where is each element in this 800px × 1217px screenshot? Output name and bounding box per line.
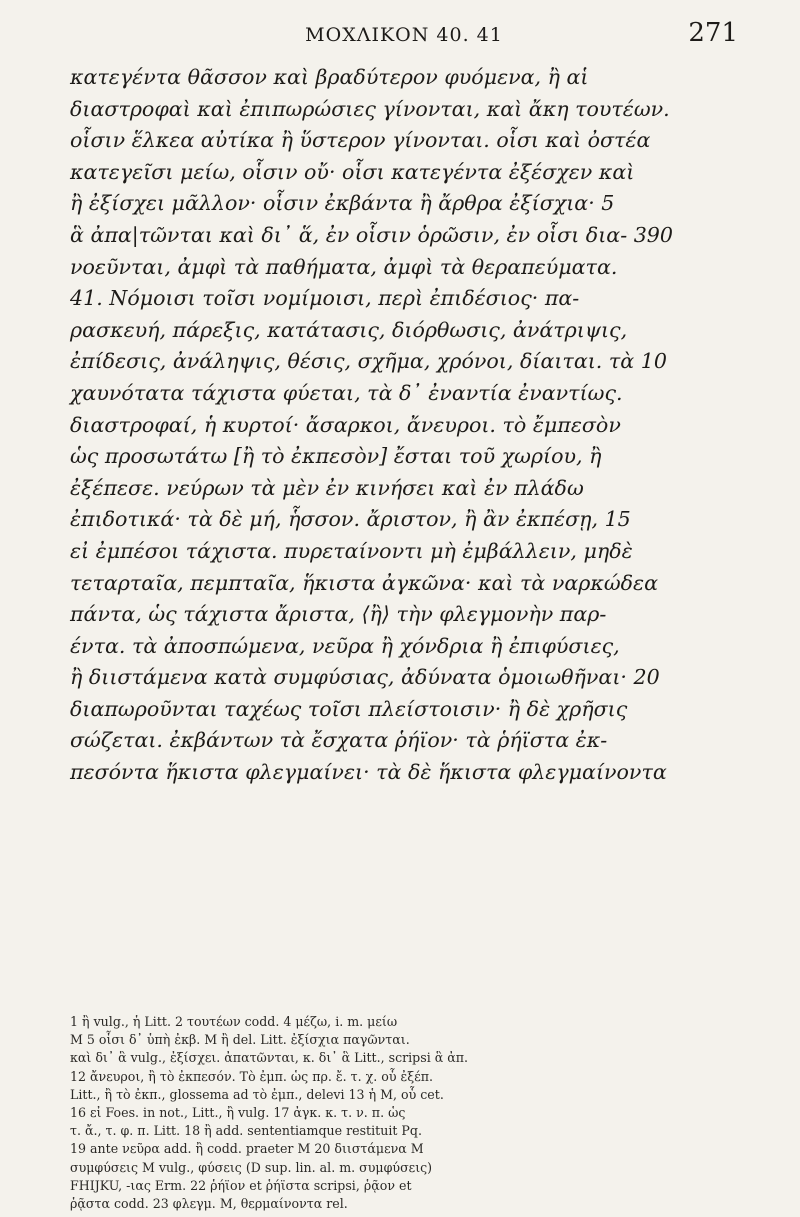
apparatus-line: 16 εἰ Foes. in not., Litt., ἢ vulg. 17 ἀγκ. κ. τ. ν. π. ὡς: [70, 1104, 406, 1120]
text-line: [70, 473, 742, 505]
main-text: [70, 62, 742, 789]
apparatus-line: FHIJKU, -ιας Erm. 22 ῥήϊον et ῥήϊστα scripsi, ῥᾷον et: [70, 1177, 412, 1193]
text-line: [70, 599, 742, 631]
text-line-content: ἐξέπεσε. νεύρων τὰ μὲν ἐν κινήσει καὶ ἐν πλάδω: [70, 475, 584, 500]
text-line: [70, 283, 742, 315]
text-line-content: ἃ ἀπα|τῶνται καὶ δι᾽ ἅ, ἐν οἷσιν ὁρῶσιν, ἐν οἷσι δια- 390: [70, 222, 674, 247]
apparatus-line: 1 ἢ vulg., ἡ Litt. 2 τουτέων codd. 4 μέζω, i. m. μείω: [70, 1014, 398, 1029]
text-line-content: διαπωροῦνται ταχέως τοῖσι πλείστοισιν· ἢ δὲ χρῆσις: [70, 696, 628, 721]
text-line-content: διαστροφαί, ἡ κυρτοί· ἄσαρκοι, ἄνευροι. τὸ ἔμπεσὸν: [70, 412, 621, 437]
text-line: [70, 378, 742, 410]
text-line: [70, 125, 742, 157]
text-line-content: πεσόντα ἥκιστα φλεγμαίνει· τὰ δὲ ἥκιστα φλεγμαίνοντα: [70, 760, 667, 785]
text-line-content: έντα. τὰ ἀποσπώμενα, νεῦρα ἢ χόνδρια ἢ ἐπιφύσιες,: [70, 633, 620, 658]
text-line-content: σώζεται. ἐκβάντων τὰ ἔσχατα ῥήϊον· τὰ ῥήϊστα ἐκ-: [70, 728, 608, 753]
text-line: [70, 536, 742, 568]
text-line: [70, 315, 742, 347]
text-line: [70, 157, 742, 189]
text-line-content: κατεγεῖσι μείω, οἷσιν οὔ· οἷσι κατεγέντα ἐξέσχεν καὶ: [70, 159, 635, 184]
apparatus-line: 19 ante νεῦρα add. ἢ codd. praeter M 20 διιστάμενα M: [70, 1141, 424, 1157]
text-line: [70, 568, 742, 600]
text-line-content: ὡς προσωτάτω [ἢ τὸ ἐκπεσὸν] ἔσται τοῦ χωρίου, ἢ: [70, 444, 602, 469]
text-line: [70, 757, 742, 789]
apparatus-line: τ. ἄ., τ. φ. π. Litt. 18 ἢ add. sententiamque restituit Pq.: [70, 1123, 422, 1139]
running-title: ΜΟΧΛΙΚΟΝ 40. 41: [305, 24, 503, 46]
apparatus-line: M 5 οἷσι δ᾽ ὑπὴ ἐκβ. M ἢ del. Litt. ἐξίσχια παγῶνται.: [70, 1032, 410, 1048]
page-header: [70, 18, 738, 52]
text-line-content: 41. Νόμοισι τοῖσι νομίμοισι, περὶ ἐπιδέσιος· πα-: [70, 286, 580, 311]
apparatus-line: 12 ἄνευροι, ἢ τὸ ἐκπεσόν. Τὸ ἐμπ. ὡς πρ. ἔ. τ. χ. οὗ ἐξέπ.: [70, 1068, 434, 1084]
text-line: [70, 188, 742, 220]
text-line-content: εἰ ἐμπέσοι τάχιστα. πυρεταίνοντι μὴ ἐμβάλλειν, μηδὲ: [70, 538, 633, 563]
critical-apparatus: [70, 1013, 742, 1213]
apparatus-line: καὶ δι᾽ ἃ vulg., ἐξίσχει. ἀπατῶνται, κ. δι᾽ ἃ Litt., scripsi ἃ ἀπ.: [70, 1050, 469, 1066]
text-line-content: ἐπίδεσις, ἀνάληψις, θέσις, σχῆμα, χρόνοι, δίαιται. τὰ 10: [70, 349, 667, 374]
text-line-content: κατεγέντα θᾶσσον καὶ βραδύτερον φυόμενα, ἢ αἱ: [70, 65, 589, 89]
text-line: [70, 94, 742, 126]
text-line: [70, 346, 742, 378]
text-line-content: ἢ ἐξίσχει μᾶλλον· οἷσιν ἐκβάντα ἢ ἄρθρα ἐξίσχια· 5: [70, 191, 615, 216]
text-line-content: οἷσιν ἕλκεα αὐτίκα ἢ ὕστερον γίνονται. οἷσι καὶ ὀστέα: [70, 128, 651, 153]
text-line: [70, 631, 742, 663]
text-line: [70, 252, 742, 284]
text-line-content: πάντα, ὡς τάχιστα ἄριστα, ⟨ἢ⟩ τὴν φλεγμονὴν παρ-: [70, 602, 607, 627]
text-line-content: διαστροφαὶ καὶ ἐπιπωρώσιες γίνονται, καὶ ἄκη τουτέων.: [70, 96, 670, 121]
apparatus-line: Litt., ἢ τὸ ἐκπ., glossema ad τὸ ἐμπ., delevi 13 ἡ M, οὗ cet.: [70, 1086, 444, 1102]
text-line: [70, 441, 742, 473]
text-line: [70, 410, 742, 442]
text-line: [70, 662, 742, 694]
text-line: [70, 62, 742, 94]
text-line-content: τεταρταῖα, πεμπταῖα, ἥκιστα ἀγκῶνα· καὶ τὰ ναρκώδεα: [70, 570, 659, 595]
text-line-content: ἐπιδοτικά· τὰ δὲ μή, ἧσσον. ἄριστον, ἢ ἂν ἐκπέσῃ, 15: [70, 507, 631, 532]
text-line: [70, 725, 742, 757]
text-line-content: χαυνότατα τάχιστα φύεται, τὰ δ᾽ ἐναντία ἐναντίως.: [70, 380, 623, 405]
text-line: [70, 220, 742, 252]
text-line: [70, 694, 742, 726]
text-line: [70, 504, 742, 536]
text-line-content: νοεῦνται, ἀμφὶ τὰ παθήματα, ἀμφὶ τὰ θεραπεύματα.: [70, 254, 618, 279]
page-number: 271: [688, 18, 738, 48]
text-line-content: ρασκευή, πάρεξις, κατάτασις, διόρθωσις, ἀνάτριψις,: [70, 317, 628, 342]
apparatus-line: ῥᾷστα codd. 23 φλεγμ. M, θερμαίνοντα rel.: [70, 1195, 348, 1211]
apparatus-line: συμφύσεις M vulg., φύσεις (D sup. lin. al. m. συμφύσεις): [70, 1159, 433, 1175]
text-line-content: ἢ διιστάμενα κατὰ συμφύσιας, ἀδύνατα ὁμοιωθῆναι· 20: [70, 665, 660, 690]
